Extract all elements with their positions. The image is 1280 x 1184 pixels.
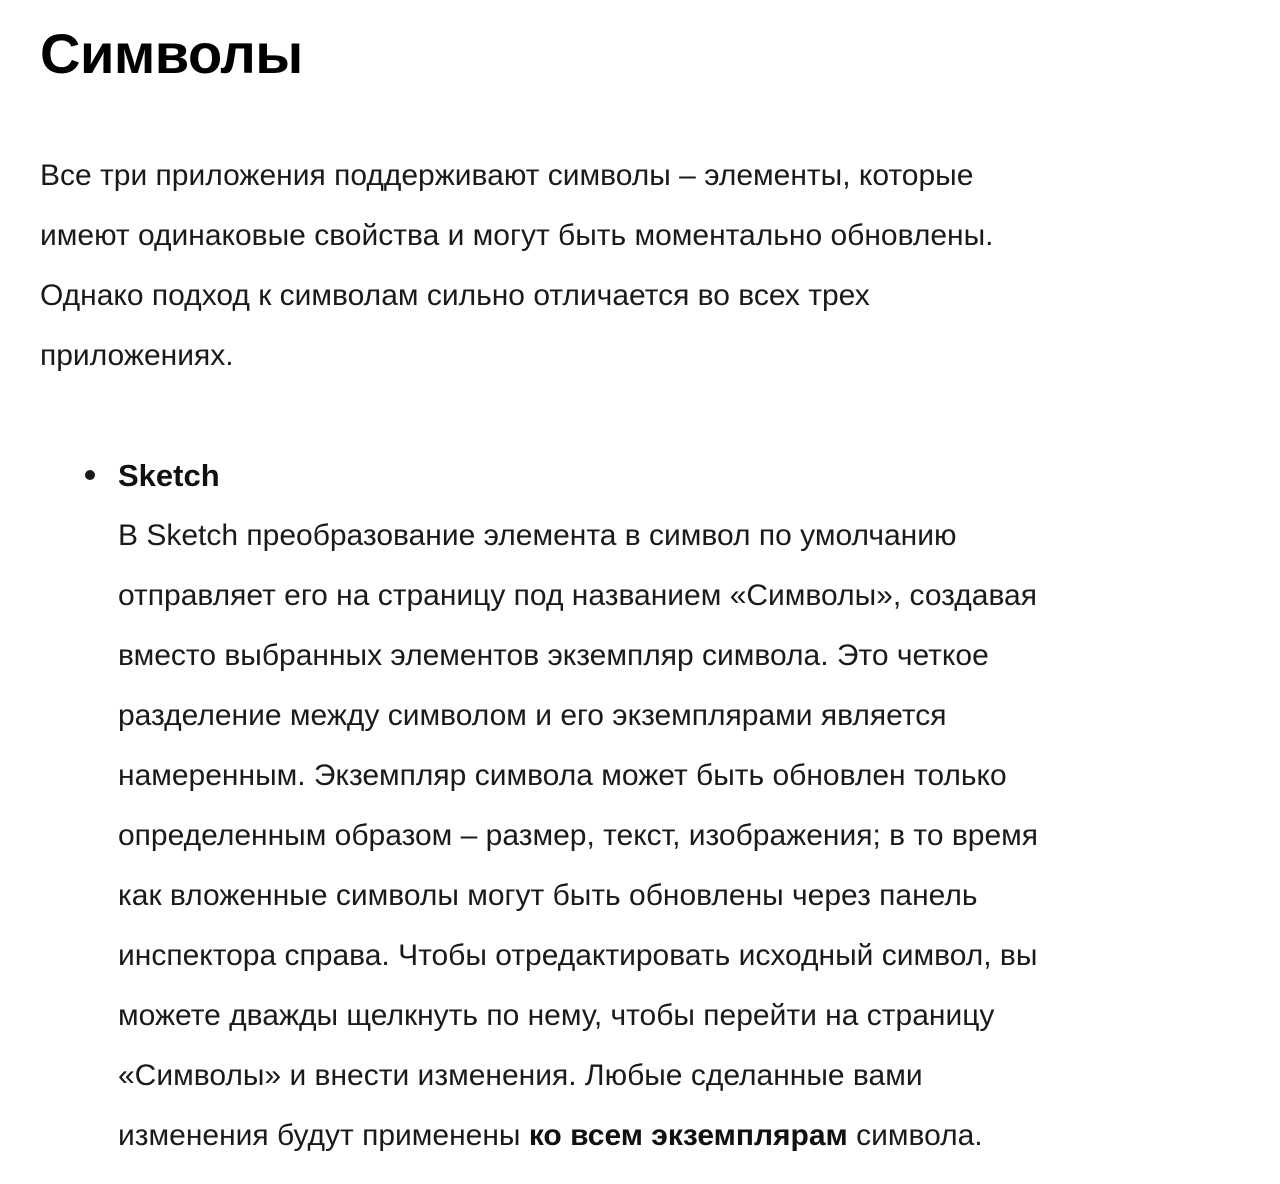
body-line: определенным образом – размер, текст, изображения; в то время: [118, 819, 1039, 852]
apps-list: [0, 446, 1280, 1166]
intro-paragraph: [40, 146, 1220, 386]
body-line: В Sketch преобразование элемента в символ по умолчанию: [118, 519, 957, 552]
body-line: разделение между символом и его экземплярами является: [118, 699, 947, 732]
body-line: вместо выбранных элементов экземпляр символа. Это четкое: [118, 639, 989, 672]
body-line: намеренным. Экземпляр символа может быть обновлен только: [118, 759, 1007, 792]
body-line-last: [118, 1106, 1280, 1166]
intro-line: Все три приложения поддерживают символы – элементы, которые: [40, 159, 974, 192]
body-text: изменения будут применены: [118, 1119, 529, 1152]
body-line: можете дважды щелкнуть по нему, чтобы перейти на страницу: [118, 999, 995, 1032]
body-line: инспектора справа. Чтобы отредактировать исходный символ, вы: [118, 939, 1038, 972]
body-line: как вложенные символы могут быть обновлены через панель: [118, 879, 978, 912]
intro-line: имеют одинаковые свойства и могут быть моментально обновлены.: [40, 219, 994, 252]
emphasis-text: ко всем экземплярам: [528, 1119, 848, 1152]
intro-line: Однако подход к символам сильно отличается во всех трех: [40, 279, 870, 312]
list-item-heading: Sketch: [118, 458, 220, 493]
list-item-sketch: [0, 446, 1280, 1166]
bullet-icon: [85, 470, 95, 480]
body-line: «Символы» и внести изменения. Любые сделанные вами: [118, 1059, 923, 1092]
intro-line: приложениях.: [40, 339, 234, 372]
body-line: отправляет его на страницу под названием «Символы», создавая: [118, 579, 1037, 612]
body-text: символа.: [847, 1119, 983, 1152]
sketch-description: [118, 506, 1280, 1166]
page-title: Символы: [40, 22, 303, 85]
